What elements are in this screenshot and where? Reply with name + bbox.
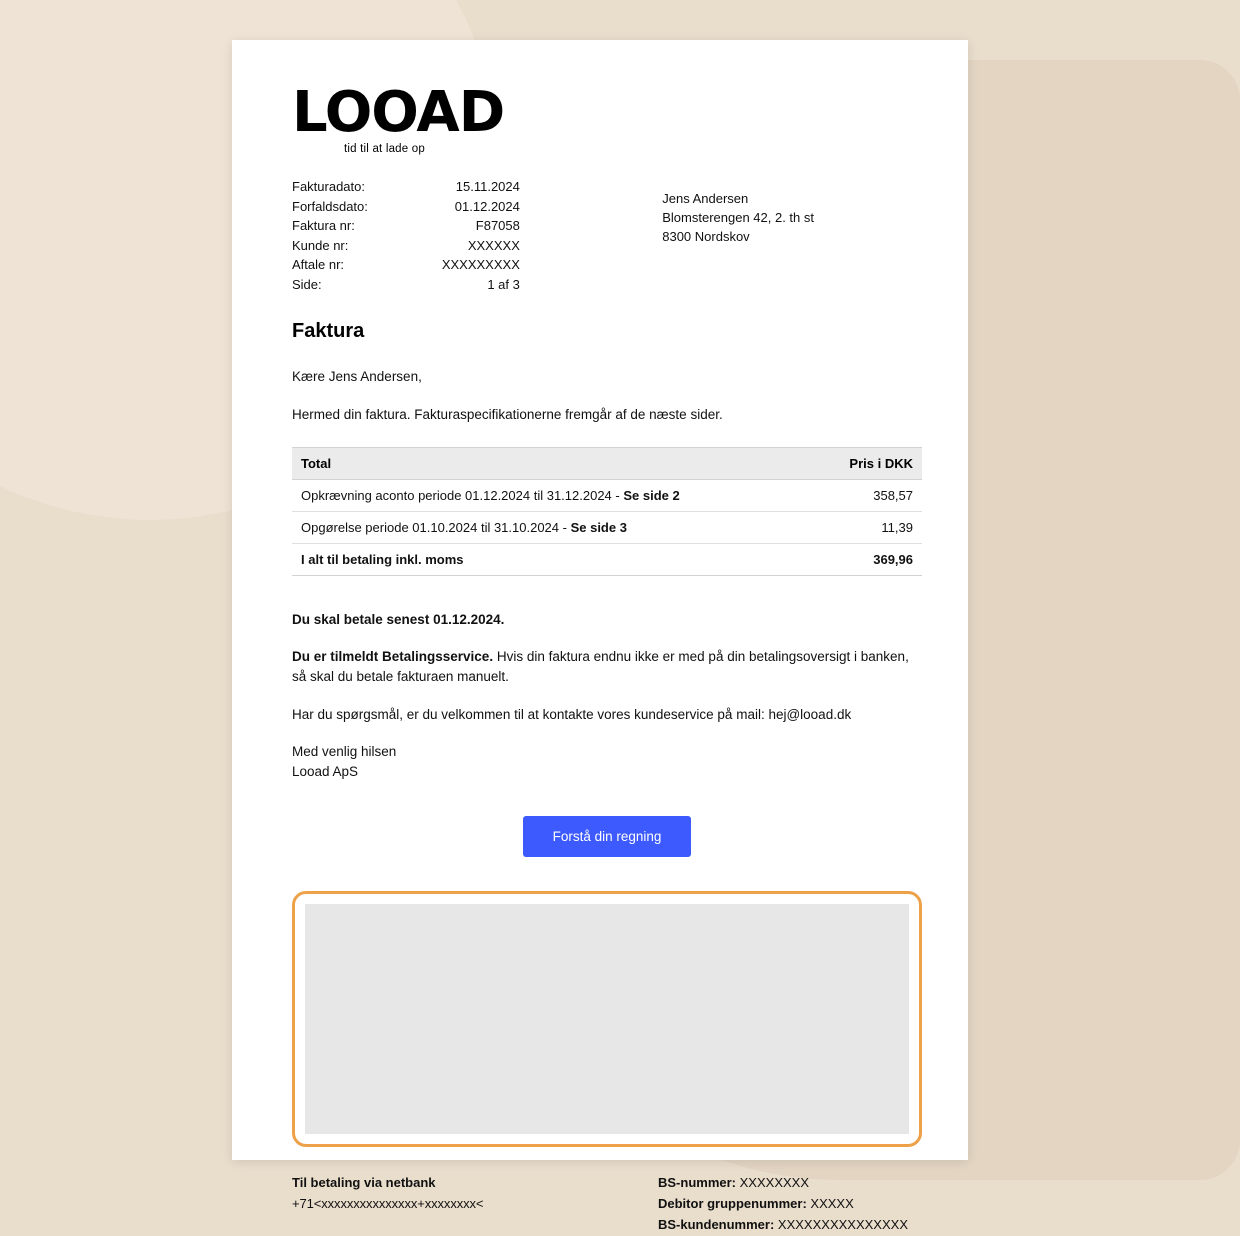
debitor-group-row [658,1194,922,1215]
signoff [292,742,922,783]
meta-label: Aftale nr: [292,257,345,273]
table-header-row [292,447,922,479]
totals-row-description: Opgørelse periode 01.10.2024 til 31.10.2024 - [301,519,571,535]
total-label: I alt til betaling inkl. moms [292,543,815,575]
highlighted-region [292,891,922,1147]
page-title: Faktura [292,320,365,343]
netbank-payment-code: +71<xxxxxxxxxxxxxxx+xxxxxxxx< [292,1196,484,1212]
invoice-meta-table [292,177,520,294]
table-row [292,511,922,543]
totals-row-description: Opkrævning aconto periode 01.12.2024 til 31.12.2024 - [301,487,624,503]
table-row-total [292,543,922,575]
debitor-group-label: Debitor gruppenummer: [658,1196,807,1212]
recipient-name: Jens Andersen [662,191,749,206]
redacted-content-placeholder [305,904,909,1134]
bs-number-label: BS-nummer: [658,1175,737,1191]
bs-customer-label: BS-kundenummer: [658,1216,775,1232]
totals-header-label: Total [292,447,815,479]
table-row [292,275,520,295]
footer [292,1173,922,1235]
totals-row-page-link[interactable]: Se side 3 [570,519,627,535]
meta-value: 15.11.2024 [455,179,520,194]
totals-header-amount: Pris i DKK [815,447,922,479]
meta-label: Kunde nr: [292,237,349,253]
totals-row-page-link[interactable]: Se side 2 [623,487,680,503]
signoff-line-2: Looad ApS [292,764,359,780]
totals-row-amount: 358,57 [815,479,922,511]
due-date-note: Du skal betale senest 01.12.2024. [292,611,505,627]
bs-number-row [658,1173,922,1194]
meta-value: F87058 [475,218,520,234]
logo-wordmark: LOOAD [292,80,505,145]
footer-netbank-block [292,1173,658,1235]
bs-customer-row [658,1215,922,1236]
debitor-group-value: XXXXX [810,1196,854,1212]
meta-label: Forfaldsdato: [292,198,368,214]
totals-table [292,447,922,576]
betalingsservice-rest: Hvis din faktura endnu ikke er med på din betalingsoversigt i banken, så skal du betale fakturaen manuelt. [292,649,909,685]
meta-label: Faktura nr: [292,218,355,234]
betalingsservice-note [292,647,922,688]
recipient-street: Blomsterengen 42, 2. th st [662,209,814,225]
bs-number-value: XXXXXXXX [739,1175,810,1191]
meta-value: XXXXXXXXX [441,257,520,273]
cta-row [292,816,922,857]
support-note: Har du spørgsmål, er du velkommen til at kontakte vores kundeservice på mail: hej@looad.dk [292,706,852,722]
totals-row-text [292,511,815,543]
betalingsservice-bold: Du er tilmeldt Betalingsservice. [292,649,494,665]
logo-tagline: tid til at lade op [344,143,425,155]
table-row [292,177,520,197]
greeting-text: Kære Jens Andersen, [292,369,422,385]
total-amount: 369,96 [815,543,922,575]
table-row [292,216,520,236]
invoice-page [232,40,968,1232]
totals-row-amount: 11,39 [815,511,922,543]
footer-bs-block [658,1173,922,1235]
meta-label: Fakturadato: [292,179,365,194]
table-row [292,236,520,256]
recipient-city: 8300 Nordskov [662,228,750,244]
notes-section [292,610,922,783]
invoice-meta-section [292,177,922,294]
table-row [292,255,520,275]
meta-label: Side: [292,276,322,292]
understand-bill-button[interactable]: Forstå din regning [523,816,692,857]
brand-logo [292,80,922,155]
intro-text: Hermed din faktura. Fakturaspecifikationerne fremgår af de næste sider. [292,406,723,422]
bs-customer-value: XXXXXXXXXXXXXXX [777,1216,908,1232]
meta-value: 1 af 3 [487,276,520,292]
netbank-title: Til betaling via netbank [292,1175,436,1191]
recipient-address [662,190,814,247]
table-row [292,197,520,217]
meta-value: 01.12.2024 [454,198,520,214]
totals-row-text [292,479,815,511]
table-row [292,479,922,511]
signoff-line-1: Med venlig hilsen [292,743,397,759]
meta-value: XXXXXX [467,237,520,253]
